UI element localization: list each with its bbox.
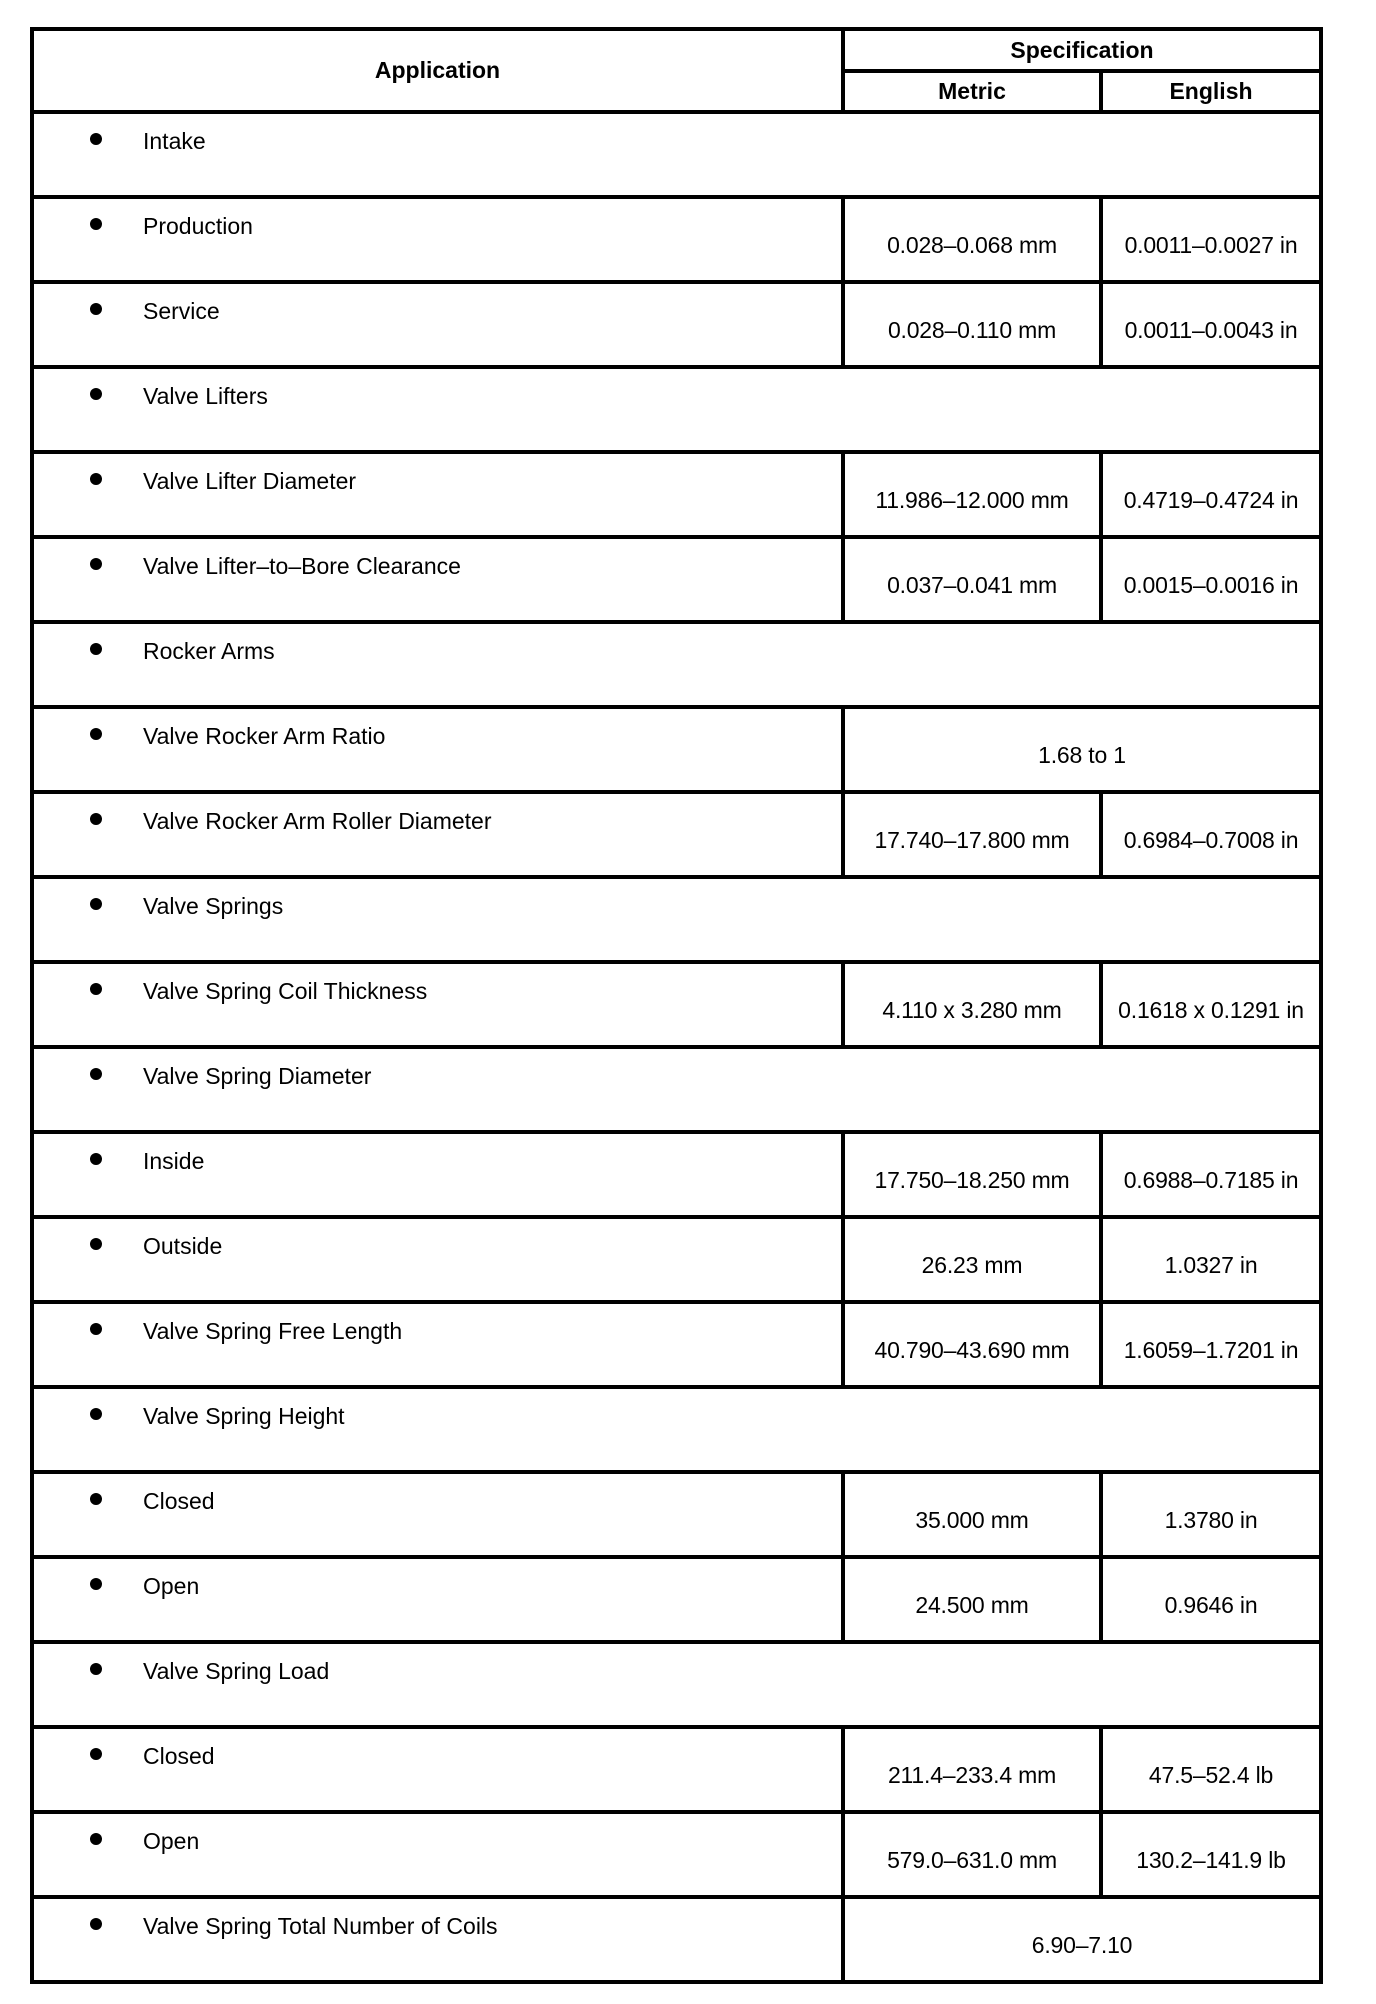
application-cell (32, 112, 1321, 197)
bullet-icon (90, 898, 102, 910)
table-row (32, 962, 1321, 1047)
table-row (32, 1472, 1321, 1557)
english-value-cell: 0.0011–0.0043 in (1101, 282, 1321, 367)
application-label: Valve Spring Height (143, 1403, 345, 1429)
table-row (32, 1302, 1321, 1387)
bullet-icon (90, 1918, 102, 1930)
specification-table (30, 27, 1323, 1984)
application-label: Inside (143, 1148, 205, 1174)
application-header: Application (32, 29, 843, 112)
application-label: Valve Rocker Arm Roller Diameter (143, 808, 492, 834)
table-row (32, 877, 1321, 962)
application-label: Valve Spring Load (143, 1658, 330, 1684)
combined-value-cell: 6.90–7.10 (843, 1897, 1321, 1982)
english-value-cell: 0.0011–0.0027 in (1101, 197, 1321, 282)
application-cell (32, 622, 1321, 707)
metric-header: Metric (843, 71, 1101, 112)
application-cell (32, 792, 843, 877)
application-cell (32, 1472, 843, 1557)
table-row (32, 1047, 1321, 1132)
bullet-icon (90, 388, 102, 400)
metric-value-cell: 0.037–0.041 mm (843, 537, 1101, 622)
application-label: Service (143, 298, 220, 324)
bullet-icon (90, 1578, 102, 1590)
table-row (32, 1897, 1321, 1982)
application-label: Open (143, 1573, 200, 1599)
table-row (32, 367, 1321, 452)
application-cell (32, 1727, 843, 1812)
application-cell (32, 367, 1321, 452)
table-row (32, 112, 1321, 197)
english-value-cell: 0.9646 in (1101, 1557, 1321, 1642)
application-cell (32, 877, 1321, 962)
table-row (32, 1132, 1321, 1217)
application-label: Valve Spring Coil Thickness (143, 978, 428, 1004)
metric-value-cell: 24.500 mm (843, 1557, 1101, 1642)
english-value-cell: 1.3780 in (1101, 1472, 1321, 1557)
bullet-icon (90, 303, 102, 315)
table-row (32, 1387, 1321, 1472)
bullet-icon (90, 1493, 102, 1505)
application-cell (32, 1642, 1321, 1727)
combined-value-cell: 1.68 to 1 (843, 707, 1321, 792)
application-cell (32, 707, 843, 792)
english-value-cell: 0.4719–0.4724 in (1101, 452, 1321, 537)
bullet-icon (90, 473, 102, 485)
english-value-cell: 1.0327 in (1101, 1217, 1321, 1302)
bullet-icon (90, 1408, 102, 1420)
application-cell (32, 1047, 1321, 1132)
bullet-icon (90, 1323, 102, 1335)
application-cell (32, 1217, 843, 1302)
table-row (32, 452, 1321, 537)
metric-value-cell: 0.028–0.110 mm (843, 282, 1101, 367)
english-value-cell: 47.5–52.4 lb (1101, 1727, 1321, 1812)
application-label: Outside (143, 1233, 223, 1259)
table-row (32, 1217, 1321, 1302)
metric-value-cell: 211.4–233.4 mm (843, 1727, 1101, 1812)
english-header: English (1101, 71, 1321, 112)
application-label: Valve Spring Free Length (143, 1318, 403, 1344)
english-value-cell: 0.1618 x 0.1291 in (1101, 962, 1321, 1047)
application-label: Closed (143, 1743, 215, 1769)
table-row (32, 1812, 1321, 1897)
table-row (32, 622, 1321, 707)
bullet-icon (90, 1153, 102, 1165)
bullet-icon (90, 218, 102, 230)
metric-value-cell: 579.0–631.0 mm (843, 1812, 1101, 1897)
table-row (32, 1557, 1321, 1642)
application-label: Closed (143, 1488, 215, 1514)
bullet-icon (90, 1238, 102, 1250)
metric-value-cell: 0.028–0.068 mm (843, 197, 1101, 282)
bullet-icon (90, 558, 102, 570)
application-cell (32, 452, 843, 537)
application-label: Valve Springs (143, 893, 284, 919)
bullet-icon (90, 643, 102, 655)
metric-value-cell: 11.986–12.000 mm (843, 452, 1101, 537)
metric-value-cell: 26.23 mm (843, 1217, 1101, 1302)
application-label: Valve Lifter Diameter (143, 468, 357, 494)
bullet-icon (90, 728, 102, 740)
specification-header: Specification (843, 29, 1321, 71)
english-value-cell: 0.6988–0.7185 in (1101, 1132, 1321, 1217)
application-label: Rocker Arms (143, 638, 275, 664)
application-cell (32, 1387, 1321, 1472)
application-label: Valve Spring Total Number of Coils (143, 1913, 498, 1939)
application-label: Production (143, 213, 253, 239)
application-cell (32, 1557, 843, 1642)
bullet-icon (90, 1663, 102, 1675)
application-cell (32, 282, 843, 367)
application-label: Valve Lifters (143, 383, 268, 409)
bullet-icon (90, 983, 102, 995)
bullet-icon (90, 1748, 102, 1760)
application-label: Valve Spring Diameter (143, 1063, 372, 1089)
application-cell (32, 1302, 843, 1387)
application-label: Intake (143, 128, 206, 154)
english-value-cell: 0.6984–0.7008 in (1101, 792, 1321, 877)
metric-value-cell: 17.740–17.800 mm (843, 792, 1101, 877)
application-cell (32, 1132, 843, 1217)
table-row (32, 197, 1321, 282)
application-label: Valve Lifter–to–Bore Clearance (143, 553, 461, 579)
application-cell (32, 197, 843, 282)
bullet-icon (90, 1068, 102, 1080)
application-label: Open (143, 1828, 200, 1854)
english-value-cell: 130.2–141.9 lb (1101, 1812, 1321, 1897)
metric-value-cell: 35.000 mm (843, 1472, 1101, 1557)
application-cell (32, 1812, 843, 1897)
bullet-icon (90, 813, 102, 825)
metric-value-cell: 17.750–18.250 mm (843, 1132, 1101, 1217)
english-value-cell: 0.0015–0.0016 in (1101, 537, 1321, 622)
table-row (32, 707, 1321, 792)
table-row (32, 282, 1321, 367)
table-row (32, 537, 1321, 622)
application-cell (32, 1897, 843, 1982)
metric-value-cell: 4.110 x 3.280 mm (843, 962, 1101, 1047)
table-row (32, 1642, 1321, 1727)
english-value-cell: 1.6059–1.7201 in (1101, 1302, 1321, 1387)
table-row (32, 792, 1321, 877)
application-cell (32, 962, 843, 1047)
table-body (32, 112, 1321, 1982)
metric-value-cell: 40.790–43.690 mm (843, 1302, 1101, 1387)
table-row (32, 1727, 1321, 1812)
bullet-icon (90, 1833, 102, 1845)
application-label: Valve Rocker Arm Ratio (143, 723, 386, 749)
bullet-icon (90, 133, 102, 145)
application-cell (32, 537, 843, 622)
